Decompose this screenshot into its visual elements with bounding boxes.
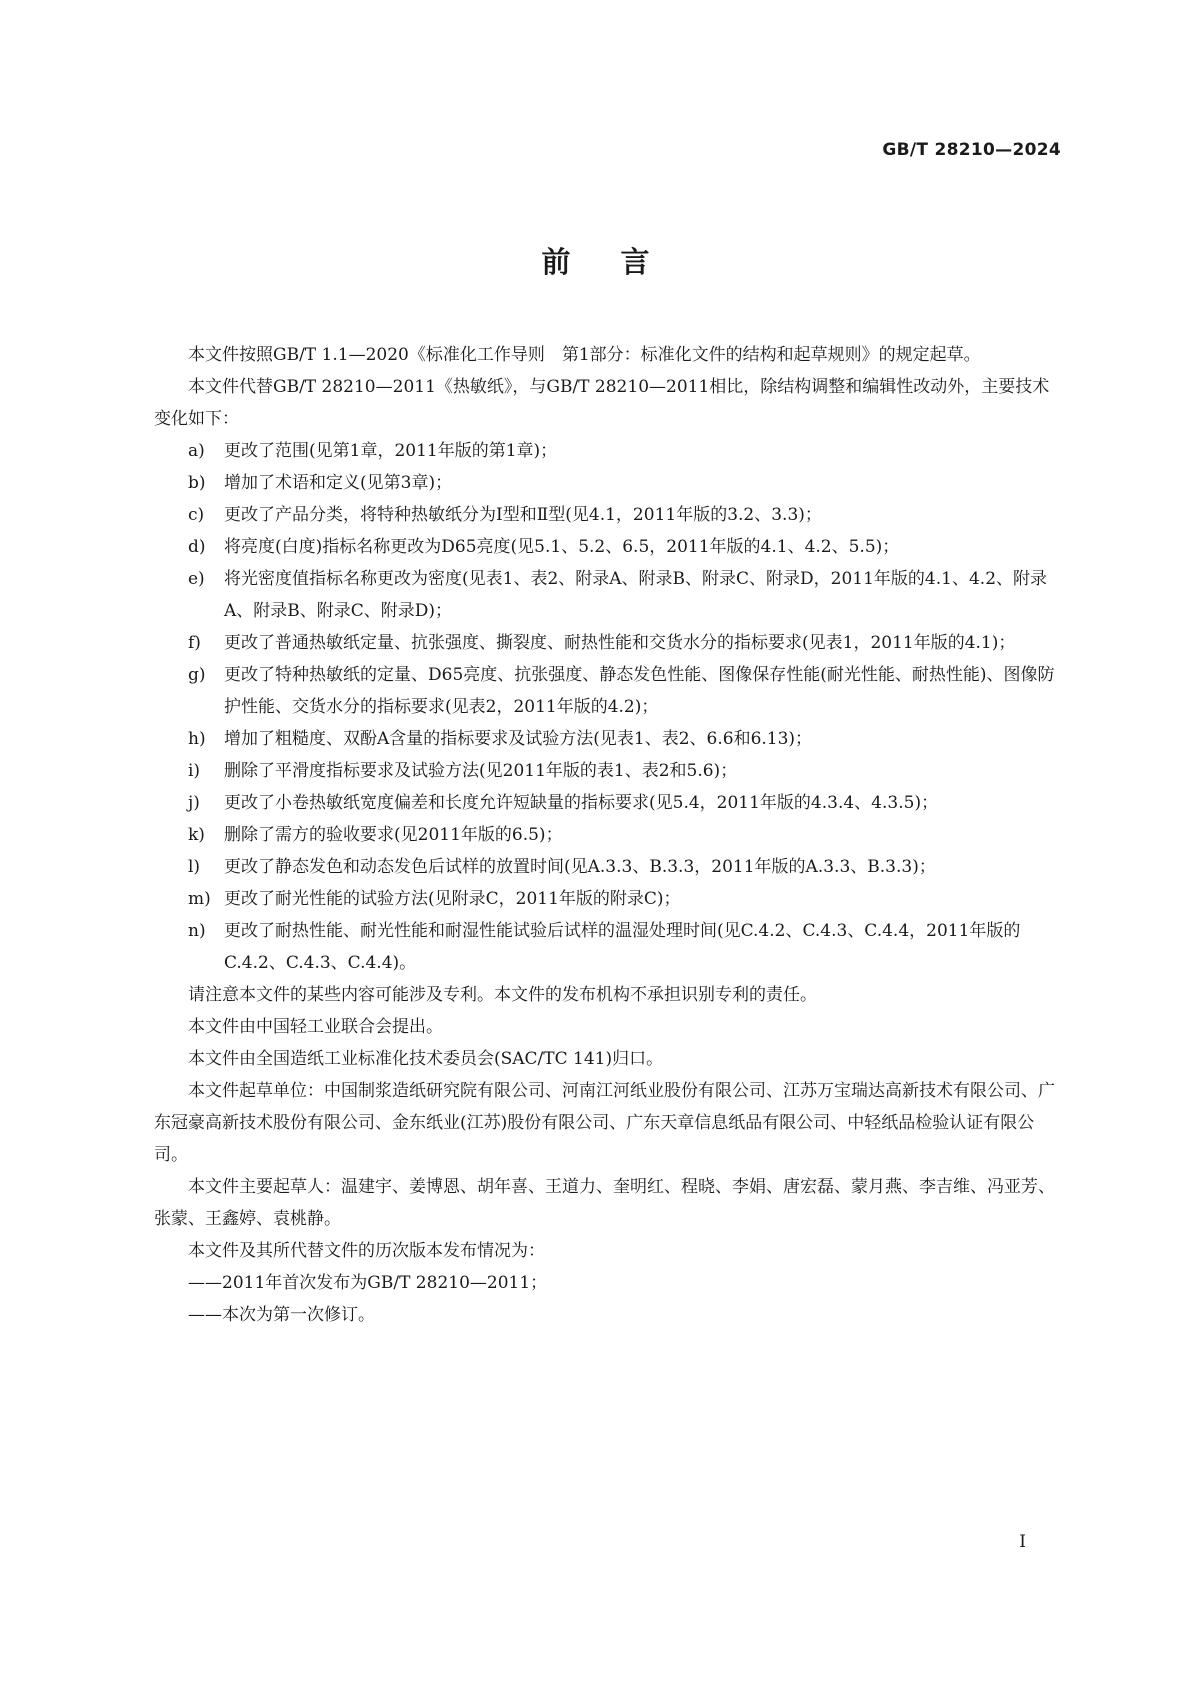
- list-item-text: 更改了普通热敏纸定量、抗张强度、撕裂度、耐热性能和交货水分的指标要求(见表1，2011年版的4.1)；: [224, 633, 1016, 653]
- list-marker: d): [188, 537, 206, 557]
- page-title: [0, 240, 1191, 281]
- list-item: [154, 883, 1059, 915]
- list-marker: h): [188, 729, 206, 749]
- list-item: [154, 627, 1059, 659]
- list-item: [154, 723, 1059, 755]
- list-item-text: 更改了耐光性能的试验方法(见附录C，2011年版的附录C)；: [224, 889, 681, 909]
- list-marker: c): [188, 505, 205, 525]
- version-history-item: ——2011年首次发布为GB/T 28210—2011；: [188, 1273, 548, 1293]
- drafting-basis-paragraph: 本文件按照GB/T 1.1—2020《标准化工作导则 第1部分：标准化文件的结构和起草规则》的规定起草。: [188, 345, 981, 365]
- list-item: [154, 435, 1059, 467]
- drafting-units: 本文件起草单位：中国制浆造纸研究院有限公司、河南江河纸业股份有限公司、江苏万宝瑞达高新技术有限公司、广东冠豪高新技术股份有限公司、金东纸业(江苏)股份有限公司、广东天章信息纸品有限公司、中轻纸品检验认证有限公司。: [154, 1081, 1055, 1165]
- list-item: [154, 787, 1059, 819]
- list-marker: g): [188, 665, 206, 685]
- title-char-1: 前: [541, 245, 571, 279]
- list-item-text: 将光密度值指标名称更改为密度(见表1、表2、附录A、附录B、附录C、附录D，2011年版的4.1、4.2、附录A、附录B、附录C、附录D)；: [224, 569, 1048, 621]
- list-marker: i): [188, 761, 201, 781]
- list-item-text: 增加了术语和定义(见第3章)；: [224, 473, 453, 493]
- list-marker: a): [188, 441, 205, 461]
- list-item-text: 将亮度(白度)指标名称更改为D65亮度(见5.1、5.2、6.5，2011年版的4.1、4.2、5.5)；: [224, 537, 900, 557]
- list-item-text: 更改了产品分类，将特种热敏纸分为Ⅰ型和Ⅱ型(见4.1，2011年版的3.2、3.3)；: [224, 505, 822, 525]
- list-item: [154, 851, 1059, 883]
- list-item-text: 更改了小卷热敏纸宽度偏差和长度允许短缺量的指标要求(见5.4，2011年版的4.3.4、4.3.5)；: [224, 793, 939, 813]
- list-item: [154, 819, 1059, 851]
- list-item: [154, 499, 1059, 531]
- version-history-item: ——本次为第一次修订。: [188, 1305, 375, 1325]
- list-marker: m): [188, 889, 211, 909]
- list-item-text: 更改了特种热敏纸的定量、D65亮度、抗张强度、静态发色性能、图像保存性能(耐光性能、耐热性能)、图像防护性能、交货水分的指标要求(见表2，2011年版的4.2)；: [224, 665, 1055, 717]
- list-item: [154, 563, 1059, 627]
- centralizer-statement: 本文件由全国造纸工业标准化技术委员会(SAC/TC 141)归口。: [188, 1049, 664, 1069]
- list-marker: j): [188, 793, 200, 813]
- foreword-body: [154, 339, 1059, 1331]
- list-marker: l): [188, 857, 201, 877]
- changes-list: [154, 435, 1059, 979]
- list-item: [154, 755, 1059, 787]
- version-history-intro: 本文件及其所代替文件的历次版本发布情况为：: [188, 1241, 545, 1261]
- standard-code: GB/T 28210—2024: [882, 140, 1061, 160]
- replacement-paragraph: 本文件代替GB/T 28210—2011《热敏纸》，与GB/T 28210—2011相比，除结构调整和编辑性改动外，主要技术变化如下：: [154, 377, 1050, 429]
- list-item-text: 更改了耐热性能、耐光性能和耐湿性能试验后试样的温湿处理时间(见C.4.2、C.4.3、C.4.4，2011年版的C.4.2、C.4.3、C.4.4)。: [224, 921, 1021, 973]
- list-item-text: 删除了平滑度指标要求及试验方法(见2011年版的表1、表2和5.6)；: [224, 761, 738, 781]
- list-item-text: 删除了需方的验收要求(见2011年版的6.5)；: [224, 825, 563, 845]
- list-item-text: 更改了范围(见第1章，2011年版的第1章)；: [224, 441, 558, 461]
- drafters: 本文件主要起草人：温建宇、姜博恩、胡年喜、王道力、奎明红、程晓、李娟、唐宏磊、蒙月燕、李吉维、冯亚芳、张蒙、王鑫婷、袁桃静。: [154, 1177, 1055, 1229]
- list-marker: k): [188, 825, 205, 845]
- list-item-text: 增加了粗糙度、双酚A含量的指标要求及试验方法(见表1、表2、6.6和6.13)；: [224, 729, 813, 749]
- list-marker: e): [188, 569, 205, 589]
- title-char-2: 言: [620, 245, 650, 279]
- list-item: [154, 659, 1059, 723]
- page-number: Ⅰ: [1019, 1532, 1026, 1552]
- proposer-statement: 本文件由中国轻工业联合会提出。: [188, 1017, 443, 1037]
- patent-notice: 请注意本文件的某些内容可能涉及专利。本文件的发布机构不承担识别专利的责任。: [188, 985, 817, 1005]
- list-marker: n): [188, 921, 206, 941]
- list-marker: b): [188, 473, 206, 493]
- list-item: [154, 915, 1059, 979]
- list-marker: f): [188, 633, 201, 653]
- list-item: [154, 467, 1059, 499]
- list-item: [154, 531, 1059, 563]
- list-item-text: 更改了静态发色和动态发色后试样的放置时间(见A.3.3、B.3.3，2011年版的A.3.3、B.3.3)；: [224, 857, 936, 877]
